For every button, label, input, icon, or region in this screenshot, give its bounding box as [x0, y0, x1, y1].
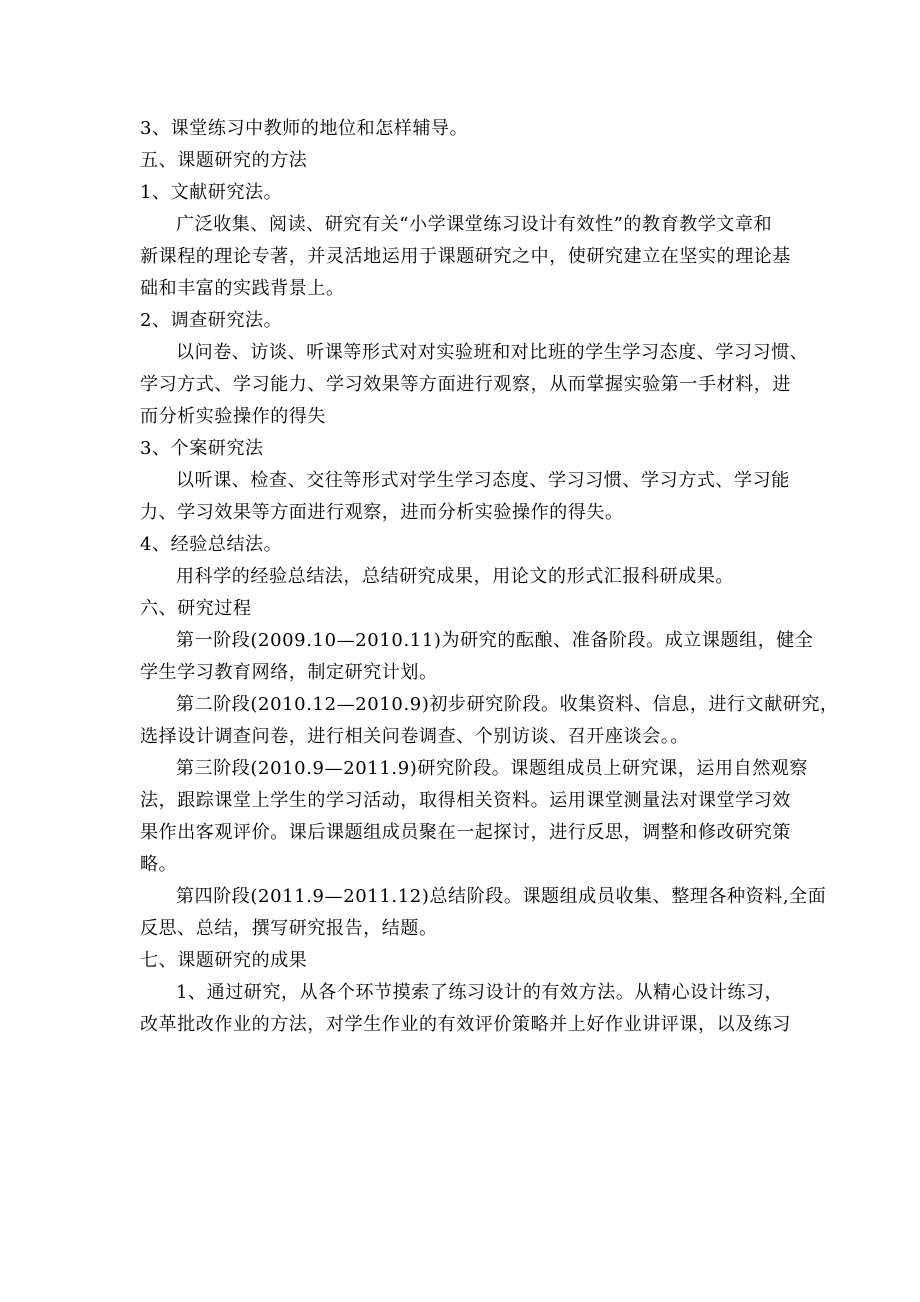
text-line: 3、课堂练习中教师的地位和怎样辅导。 — [140, 118, 469, 139]
text-line: 1、文献研究法。 — [140, 182, 283, 203]
text-line: 而分析实验操作的得失 — [140, 406, 326, 427]
text-line: 学习方式、学习能力、学习效果等方面进行观察，从而掌握实验第一手材料，进 — [140, 374, 791, 395]
text-line: 2、调查研究法。 — [140, 310, 283, 331]
text-line: 改革批改作业的方法，对学生作业的有效评价策略并上好作业讲评课，以及练习 — [140, 1014, 791, 1035]
text-line: 第二阶段(2010.12—2010.9)初步研究阶段。收集资料、信息，进行文献研究， — [176, 694, 839, 715]
text-line: 广泛收集、阅读、研究有关“小学课堂练习设计有效性”的教育教学文章和 — [176, 214, 773, 235]
document-body — [140, 113, 839, 1041]
text-line: 反思、总结，撰写研究报告，结题。 — [140, 918, 438, 939]
text-line: 用科学的经验总结法，总结研究成果，用论文的形式汇报科研成果。 — [176, 566, 734, 587]
text-line: 学生学习教育网络，制定研究计划。 — [140, 662, 438, 683]
text-line: 第三阶段(2010.9—2011.9)研究阶段。课题组成员上研究课，运用自然观察 — [176, 758, 809, 779]
text-line: 第一阶段(2009.10—2010.11)为研究的酝酿、准备阶段。成立课题组，健全 — [176, 630, 814, 651]
text-line: 以听课、检查、交往等形式对学生学习态度、学习习惯、学习方式、学习能 — [176, 470, 790, 491]
text-line: 4、经验总结法。 — [140, 534, 283, 555]
text-line: 六、研究过程 — [140, 598, 252, 619]
text-line: 法，跟踪课堂上学生的学习活动，取得相关资料。运用课堂测量法对课堂学习效 — [140, 790, 791, 811]
text-line: 选择设计调查问卷，进行相关问卷调查、个别访谈、召开座谈会。。 — [140, 726, 689, 747]
text-line: 果作出客观评价。课后课题组成员聚在一起探讨，进行反思，调整和修改研究策 — [140, 822, 791, 843]
text-line: 础和丰富的实践背景上。 — [140, 278, 345, 299]
text-line: 五、课题研究的方法 — [140, 150, 308, 171]
text-line: 略。 — [140, 854, 178, 875]
text-line: 第四阶段(2011.9—2011.12)总结阶段。课题组成员收集、整理各种资料,全面 — [176, 886, 827, 907]
text-line: 3、个案研究法 — [140, 438, 264, 459]
text-line: 七、课题研究的成果 — [140, 950, 308, 971]
text-line: 1、通过研究，从各个环节摸索了练习设计的有效方法。从精心设计练习， — [176, 982, 784, 1003]
text-line: 以问卷、访谈、听课等形式对对实验班和对比班的学生学习态度、学习习惯、 — [176, 342, 809, 363]
text-line: 新课程的理论专著，并灵活地运用于课题研究之中，使研究建立在坚实的理论基 — [140, 246, 791, 267]
text-line: 力、学习效果等方面进行观察，进而分析实验操作的得失。 — [140, 502, 624, 523]
